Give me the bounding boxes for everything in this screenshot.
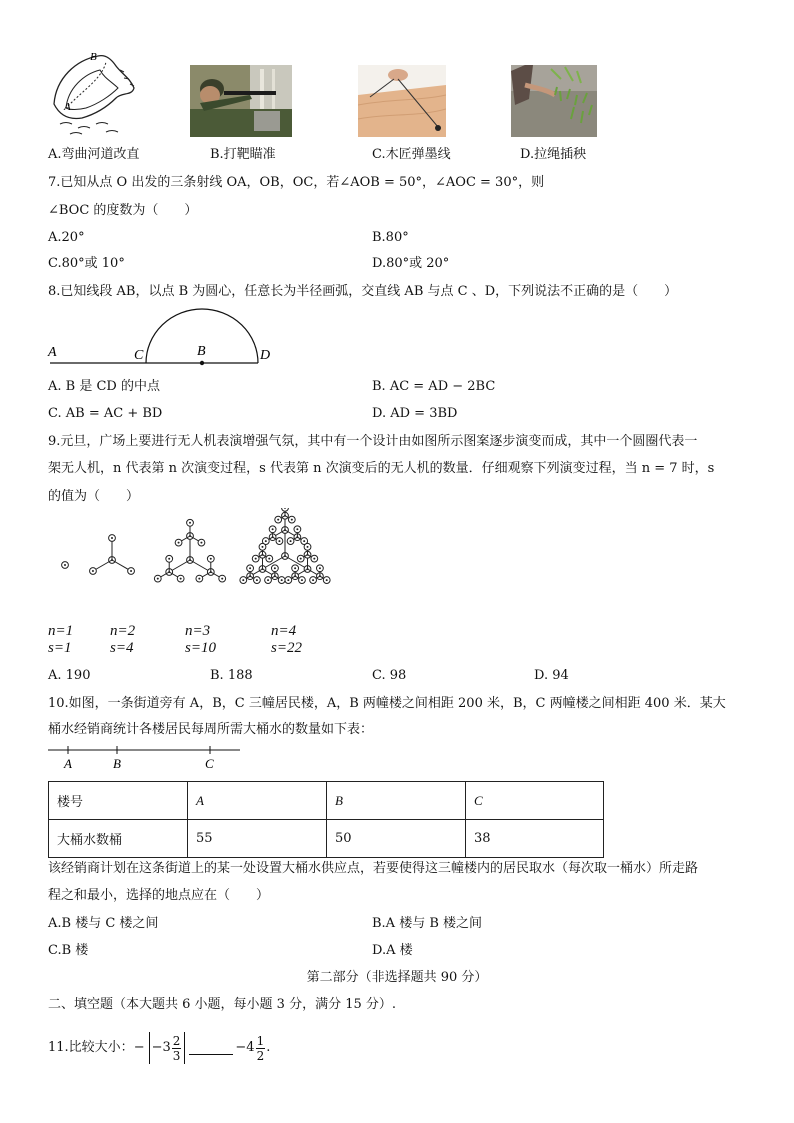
drone-dot	[256, 579, 258, 581]
drone-dot	[242, 579, 244, 581]
table-header-row	[49, 782, 604, 820]
q11-fraction1	[172, 1034, 182, 1063]
drone-dot	[296, 528, 298, 530]
table-header-cell: A	[188, 782, 327, 820]
drone-dot	[198, 578, 200, 580]
q7-option-d: D.80°或 20°	[372, 256, 450, 271]
river-point-a: A	[64, 101, 71, 113]
drone-dot	[303, 540, 305, 542]
q11-den2: 2	[256, 1048, 265, 1063]
drone-dot	[326, 579, 328, 581]
q6-option-b: B.打靶瞄准	[210, 147, 276, 162]
drone-dot	[210, 558, 212, 560]
drone-dot	[64, 564, 66, 566]
drone-dot	[294, 567, 296, 569]
q6-option-c: C.木匠弹墨线	[372, 147, 451, 162]
q9-stem-line3: 的值为（ ）	[48, 489, 140, 504]
q8-semicircle-figure	[44, 300, 284, 370]
q9-option-a: A. 190	[48, 668, 91, 683]
drone-dot	[249, 567, 251, 569]
q8-label-a: A	[48, 345, 57, 360]
q11-den1: 3	[172, 1048, 181, 1063]
q10-after-line2: 程之和最小，选择的地点应在（ ）	[48, 888, 270, 903]
q7-option-b: B.80°	[372, 230, 409, 245]
q6-option-a: A.弯曲河道改直	[48, 147, 140, 162]
drone-dot	[312, 579, 314, 581]
q8-option-b: B. AC = AD − 2BC	[372, 379, 496, 394]
q11-num2: 1	[256, 1033, 265, 1048]
table-header-cell: 楼号	[49, 782, 188, 820]
drone-dot	[313, 558, 315, 560]
q10-stem-line2: 桶水经销商统计各楼居民每周所需大桶水的数量如下表：	[48, 722, 374, 737]
drone-dot	[157, 578, 159, 580]
q10-option-a: A.B 楼与 C 楼之间	[48, 916, 159, 931]
drone-dot	[319, 567, 321, 569]
q9-stage3-s: s=10	[185, 640, 216, 656]
drone-dot	[281, 579, 283, 581]
street-label-b: B	[113, 756, 121, 771]
q8-option-a: A. B 是 CD 的中点	[48, 379, 160, 394]
q7-stem-line2: ∠BOC 的度数为（ ）	[48, 203, 198, 218]
q9-option-d: D. 94	[534, 668, 569, 683]
q10-option-b: B.A 楼与 B 楼之间	[372, 916, 483, 931]
q8-label-c: C	[134, 348, 144, 363]
drone-dot	[277, 519, 279, 521]
q11-minus: −	[133, 1040, 145, 1055]
q11-compare	[48, 1030, 270, 1066]
q9-stage4-n: n=4	[271, 623, 297, 639]
q9-drone-evolution-figure	[50, 508, 340, 618]
shooting-image	[190, 65, 292, 137]
rice-planting-image	[511, 65, 597, 137]
drone-dot	[278, 540, 280, 542]
drone-dot	[268, 558, 270, 560]
drone-dot	[287, 579, 289, 581]
drone-dot	[111, 537, 113, 539]
q11-end: .	[266, 1040, 271, 1055]
drone-dot	[290, 540, 292, 542]
fill-blank-section-heading: 二、填空题（本大题共 6 小题，每小题 3 分，满分 15 分）.	[48, 997, 397, 1012]
drone-dot	[307, 546, 309, 548]
drone-dot	[291, 519, 293, 521]
q9-stem-line2: 架无人机，n 代表第 n 次演变过程，s 代表第 n 次演变后的无人机的数量．仔细观察下列演变过程，当 n = 7 时，s	[48, 461, 715, 476]
drone-dot	[301, 579, 303, 581]
q9-option-b: B. 188	[210, 668, 253, 683]
q9-stage2-n: n=2	[110, 623, 136, 639]
q9-stage2-s: s=4	[110, 640, 134, 656]
q9-option-c: C. 98	[372, 668, 407, 683]
q10-stem-line1: 10.如图，一条街道旁有 A，B，C 三幢居民楼，A，B 两幢楼之间相距 200 米，B，C 两幢楼之间相距 400 米．某大	[48, 696, 726, 711]
drone-dot	[261, 546, 263, 548]
q10-option-c: C.B 楼	[48, 943, 89, 958]
q8-stem: 8.已知线段 AB，以点 B 为圆心，任意长为半径画弧，交直线 AB 与点 C 、D，下列说法不正确的是（ ）	[48, 284, 678, 299]
q9-stage1-s: s=1	[48, 640, 72, 656]
drone-dot	[265, 540, 267, 542]
q9-stage3-n: n=3	[185, 623, 211, 639]
river-point-b: B	[90, 51, 97, 63]
q11-whole1: −3	[151, 1040, 171, 1055]
drone-dot	[92, 570, 94, 572]
table-cell: 38	[466, 820, 604, 858]
q9-stage1-n: n=1	[48, 623, 74, 639]
carpenter-ink-line-image	[358, 65, 446, 137]
q11-abs-right-bar	[184, 1032, 185, 1064]
q11-fraction2	[256, 1034, 266, 1063]
q11-whole2: −4	[235, 1040, 255, 1055]
table-cell: 大桶水数桶	[49, 820, 188, 858]
q7-stem-line1: 7.已知从点 O 出发的三条射线 OA，OB，OC，若∠AOB = 50°，∠AOC = 30°，则	[48, 175, 545, 190]
q9-stage4-s: s=22	[271, 640, 302, 656]
drone-dot	[255, 558, 257, 560]
q11-answer-blank[interactable]	[189, 1042, 233, 1055]
river-sketch-image	[46, 48, 146, 140]
q8-option-c: C. AB = AC + BD	[48, 406, 163, 421]
q8-label-b: B	[197, 344, 206, 359]
q11-prefix: 11.比较大小：	[48, 1040, 134, 1055]
q9-stem-line1: 9.元旦，广场上要进行无人机表演增强气氛，其中有一个设计由如图所示图案逐步演变而成，其中一个圆圈代表一	[48, 434, 698, 449]
q7-option-a: A.20°	[48, 230, 85, 245]
table-cell: 50	[327, 820, 466, 858]
q10-after-line1: 该经销商计划在这条街道上的某一处设置大桶水供应点，若要使得这三幢楼内的居民取水（每次取一桶水）所走路	[48, 861, 699, 876]
drone-dot	[168, 558, 170, 560]
drone-dot	[274, 567, 276, 569]
q11-num1: 2	[172, 1033, 181, 1048]
drone-dot	[267, 579, 269, 581]
table-cell: 55	[188, 820, 327, 858]
drone-dot	[300, 558, 302, 560]
drone-dot	[189, 522, 191, 524]
street-label-a: A	[64, 756, 72, 771]
table-header-cell: B	[327, 782, 466, 820]
q8-label-d: D	[260, 348, 271, 363]
drone-dot	[272, 528, 274, 530]
q6-option-d: D.拉绳插秧	[520, 147, 587, 162]
drone-dot	[180, 578, 182, 580]
drone-dot	[130, 570, 132, 572]
q11-abs-left-bar	[149, 1032, 150, 1064]
drone-dot	[221, 578, 223, 580]
table-row	[49, 820, 604, 858]
q10-street-figure	[46, 744, 246, 774]
q8-option-d: D. AD = 3BD	[372, 406, 458, 421]
q10-option-d: D.A 楼	[372, 943, 413, 958]
q7-option-c: C.80°或 10°	[48, 256, 125, 271]
table-header-cell: C	[466, 782, 604, 820]
water-demand-table	[48, 781, 604, 858]
part2-title: 第二部分（非选择题共 90 分）	[306, 970, 488, 985]
drone-dot	[178, 542, 180, 544]
street-label-c: C	[205, 756, 214, 771]
drone-dot	[200, 542, 202, 544]
